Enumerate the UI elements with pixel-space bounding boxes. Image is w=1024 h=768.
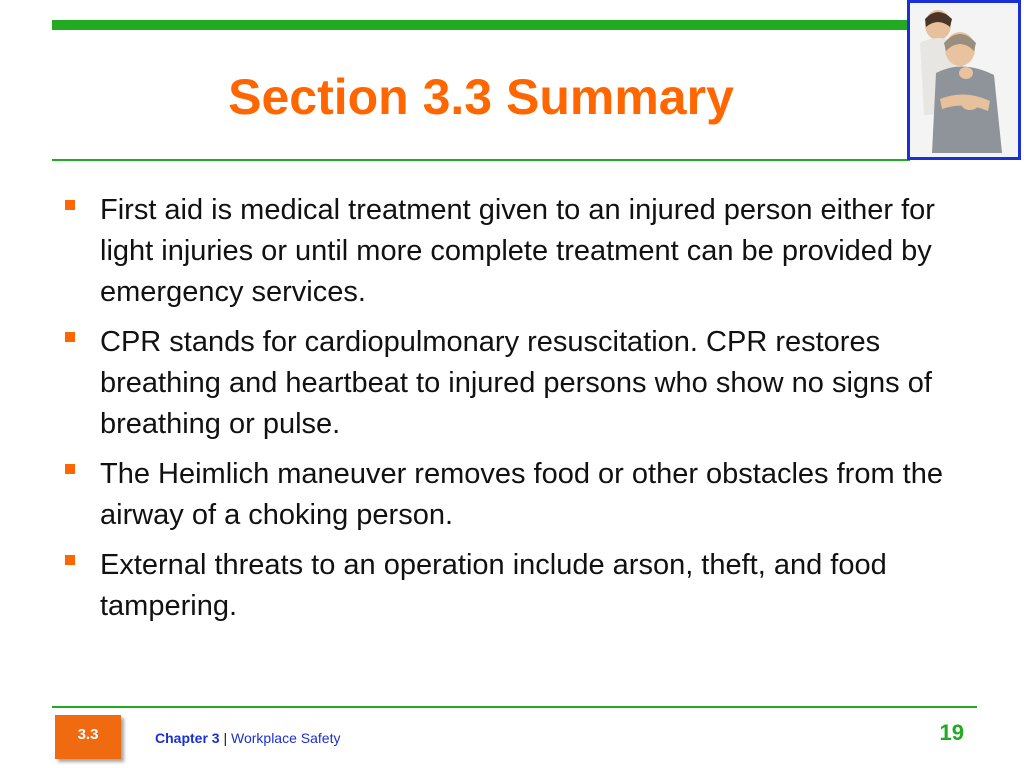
bullet-text: CPR stands for cardiopulmonary resuscitation. CPR restores breathing and heartbeat to injured persons who show no signs of breathing or pulse. — [100, 326, 932, 440]
bullet-item — [60, 190, 970, 313]
bullet-item — [60, 454, 970, 536]
section-badge: 3.3 — [55, 715, 121, 759]
bullet-item — [60, 545, 970, 627]
footer-subject: Workplace Safety — [231, 730, 341, 746]
slide-title: Section 3.3 Summary — [228, 69, 734, 125]
bullet-text: External threats to an operation include arson, theft, and food tampering. — [100, 549, 887, 622]
top-accent-bar — [52, 20, 910, 30]
square-bullet-icon — [65, 555, 75, 565]
title-divider — [52, 159, 910, 161]
heimlich-maneuver-photo — [907, 0, 1021, 160]
square-bullet-icon — [65, 200, 75, 210]
page-number: 19 — [939, 720, 964, 745]
bullet-text: The Heimlich maneuver removes food or other obstacles from the airway of a choking person. — [100, 458, 943, 531]
bullet-text: First aid is medical treatment given to an injured person either for light injuries or until more complete treatment can be provided by emergency services. — [100, 194, 935, 308]
footer-separator: | — [223, 730, 228, 746]
summary-bullet-list — [60, 190, 970, 636]
heimlich-illustration — [910, 3, 1018, 157]
square-bullet-icon — [65, 332, 75, 342]
square-bullet-icon — [65, 464, 75, 474]
footer-divider — [52, 706, 977, 708]
footer-chapter: Chapter 3 — [155, 730, 220, 746]
footer-caption — [155, 730, 340, 746]
bullet-item — [60, 322, 970, 445]
